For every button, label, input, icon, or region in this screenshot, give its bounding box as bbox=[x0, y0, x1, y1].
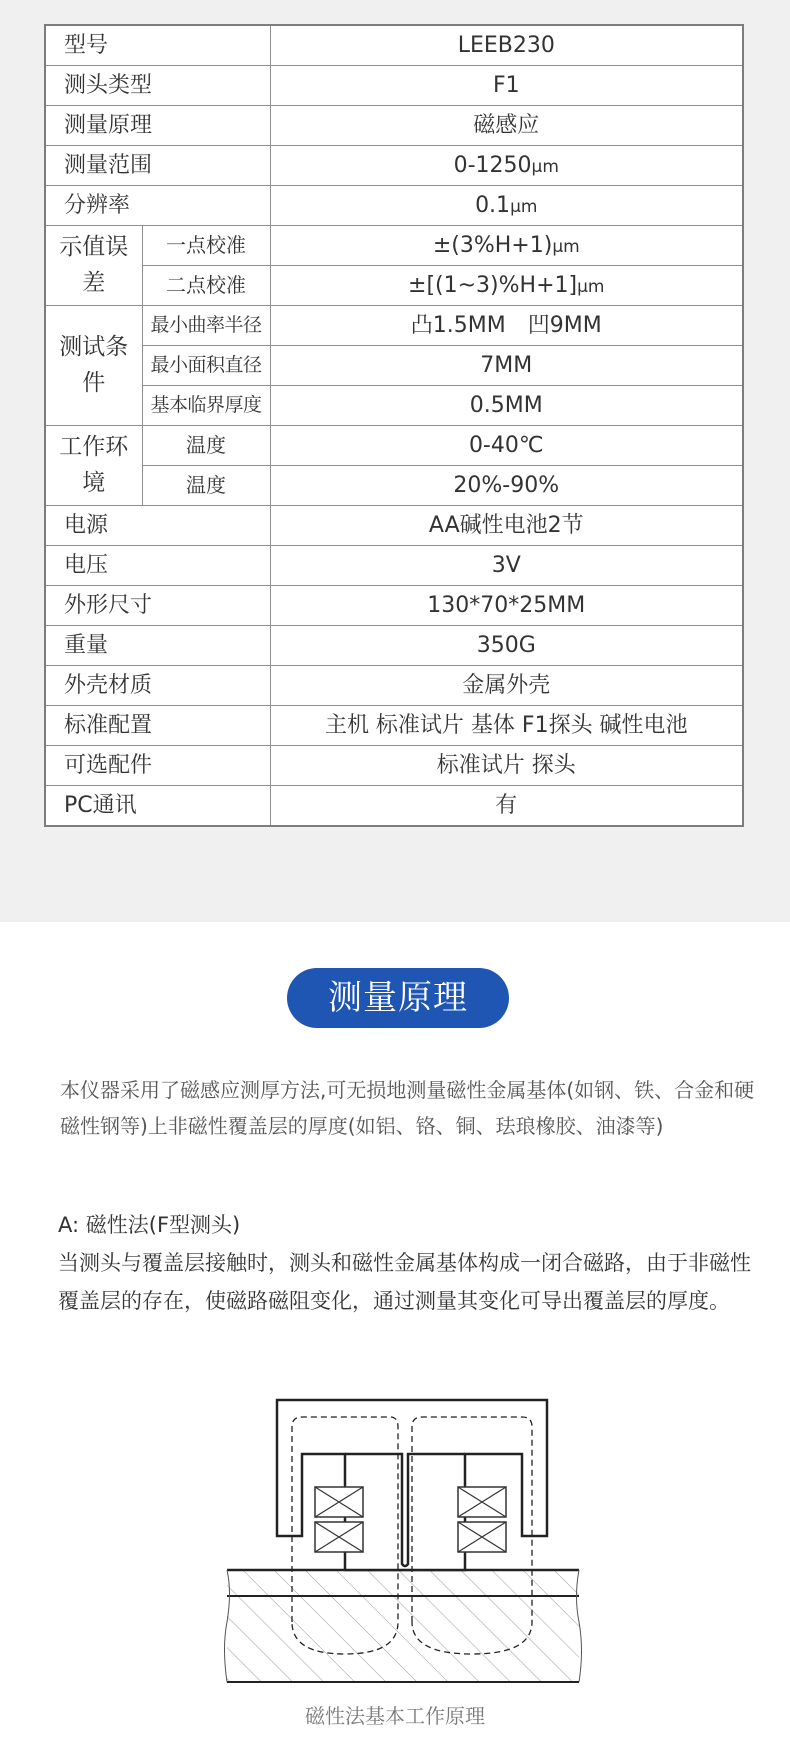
error-one-unit: μm bbox=[552, 236, 580, 257]
standard-config-label: 标准配置 bbox=[45, 706, 270, 746]
resolution-value: 0.1 bbox=[475, 192, 511, 218]
optional-parts-label: 可选配件 bbox=[45, 746, 270, 786]
table-row bbox=[45, 106, 743, 146]
table-row bbox=[45, 266, 743, 306]
standard-config-value: 主机 标准试片 基体 F1探头 碱性电池 bbox=[270, 706, 743, 746]
cond-radius-label: 最小曲率半径 bbox=[142, 306, 270, 346]
table-row bbox=[45, 146, 743, 186]
voltage-label: 电压 bbox=[45, 546, 270, 586]
section-title-pill: 测量原理 bbox=[287, 968, 509, 1028]
table-row bbox=[45, 25, 743, 66]
error-two-cell bbox=[270, 266, 743, 306]
error-one-value: ±(3%H+1) bbox=[432, 232, 553, 258]
condition-group-label: 测试条件 bbox=[45, 306, 142, 426]
table-row bbox=[45, 746, 743, 786]
cond-radius-value: 凸1.5MM 凹9MM bbox=[270, 306, 743, 346]
env-group-label: 工作环境 bbox=[45, 426, 142, 506]
power-label: 电源 bbox=[45, 506, 270, 546]
pc-comm-label: PC通讯 bbox=[45, 786, 270, 827]
optional-parts-value: 标准试片 探头 bbox=[270, 746, 743, 786]
voltage-value: 3V bbox=[270, 546, 743, 586]
resolution-cell bbox=[270, 186, 743, 226]
env-humidity-label: 温度 bbox=[142, 466, 270, 506]
env-temp-label: 温度 bbox=[142, 426, 270, 466]
error-two-unit: μm bbox=[577, 276, 605, 297]
table-row bbox=[45, 226, 743, 266]
shell-value: 金属外壳 bbox=[270, 666, 743, 706]
weight-label: 重量 bbox=[45, 626, 270, 666]
table-row bbox=[45, 426, 743, 466]
range-cell bbox=[270, 146, 743, 186]
resolution-unit: μm bbox=[510, 196, 538, 217]
weight-value: 350G bbox=[270, 626, 743, 666]
magnetic-method-diagram bbox=[220, 1392, 590, 1692]
table-row bbox=[45, 546, 743, 586]
power-value: AA碱性电池2节 bbox=[270, 506, 743, 546]
principle-value: 磁感应 bbox=[270, 106, 743, 146]
table-row bbox=[45, 786, 743, 827]
range-value: 0-1250 bbox=[453, 152, 532, 178]
error-two-value: ±[(1~3)%H+1] bbox=[408, 272, 578, 298]
figure-caption: 磁性法基本工作原理 bbox=[305, 1704, 485, 1728]
range-label: 测量范围 bbox=[45, 146, 270, 186]
method-title: A: 磁性法(F型测头) bbox=[58, 1213, 241, 1237]
pc-comm-value: 有 bbox=[270, 786, 743, 827]
table-row bbox=[45, 626, 743, 666]
model-label: 型号 bbox=[45, 25, 270, 66]
table-row bbox=[45, 186, 743, 226]
table-row bbox=[45, 306, 743, 346]
intro-paragraph: 本仪器采用了磁感应测厚方法,可无损地测量磁性金属基体(如钢、铁、合金和硬磁性钢等)上非磁性覆盖层的厚度(如铝、铬、铜、珐琅橡胶、油漆等) bbox=[60, 1078, 755, 1138]
cond-area-label: 最小面积直径 bbox=[142, 346, 270, 386]
spec-table bbox=[44, 24, 744, 827]
table-row bbox=[45, 506, 743, 546]
probe-value: F1 bbox=[270, 66, 743, 106]
env-humidity-value: 20%-90% bbox=[270, 466, 743, 506]
error-group-label: 示值误差 bbox=[45, 226, 142, 306]
cond-thickness-value: 0.5MM bbox=[270, 386, 743, 426]
table-row bbox=[45, 466, 743, 506]
range-unit: μm bbox=[531, 156, 559, 177]
principle-label: 测量原理 bbox=[45, 106, 270, 146]
size-label: 外形尺寸 bbox=[45, 586, 270, 626]
resolution-label: 分辨率 bbox=[45, 186, 270, 226]
error-one-cell bbox=[270, 226, 743, 266]
table-row bbox=[45, 706, 743, 746]
shell-label: 外壳材质 bbox=[45, 666, 270, 706]
error-two-label: 二点校准 bbox=[142, 266, 270, 306]
cond-area-value: 7MM bbox=[270, 346, 743, 386]
table-row bbox=[45, 66, 743, 106]
method-description: 当测头与覆盖层接触时，测头和磁性金属基体构成一闭合磁路，由于非磁性覆盖层的存在，使磁路磁阻变化，通过测量其变化可导出覆盖层的厚度。 bbox=[58, 1251, 751, 1313]
model-value: LEEB230 bbox=[270, 25, 743, 66]
table-row bbox=[45, 666, 743, 706]
size-value: 130*70*25MM bbox=[270, 586, 743, 626]
coating-layer bbox=[227, 1570, 579, 1596]
table-row bbox=[45, 346, 743, 386]
probe-label: 测头类型 bbox=[45, 66, 270, 106]
env-temp-value: 0-40℃ bbox=[270, 426, 743, 466]
table-row bbox=[45, 386, 743, 426]
error-one-label: 一点校准 bbox=[142, 226, 270, 266]
table-row bbox=[45, 586, 743, 626]
cond-thickness-label: 基本临界厚度 bbox=[142, 386, 270, 426]
